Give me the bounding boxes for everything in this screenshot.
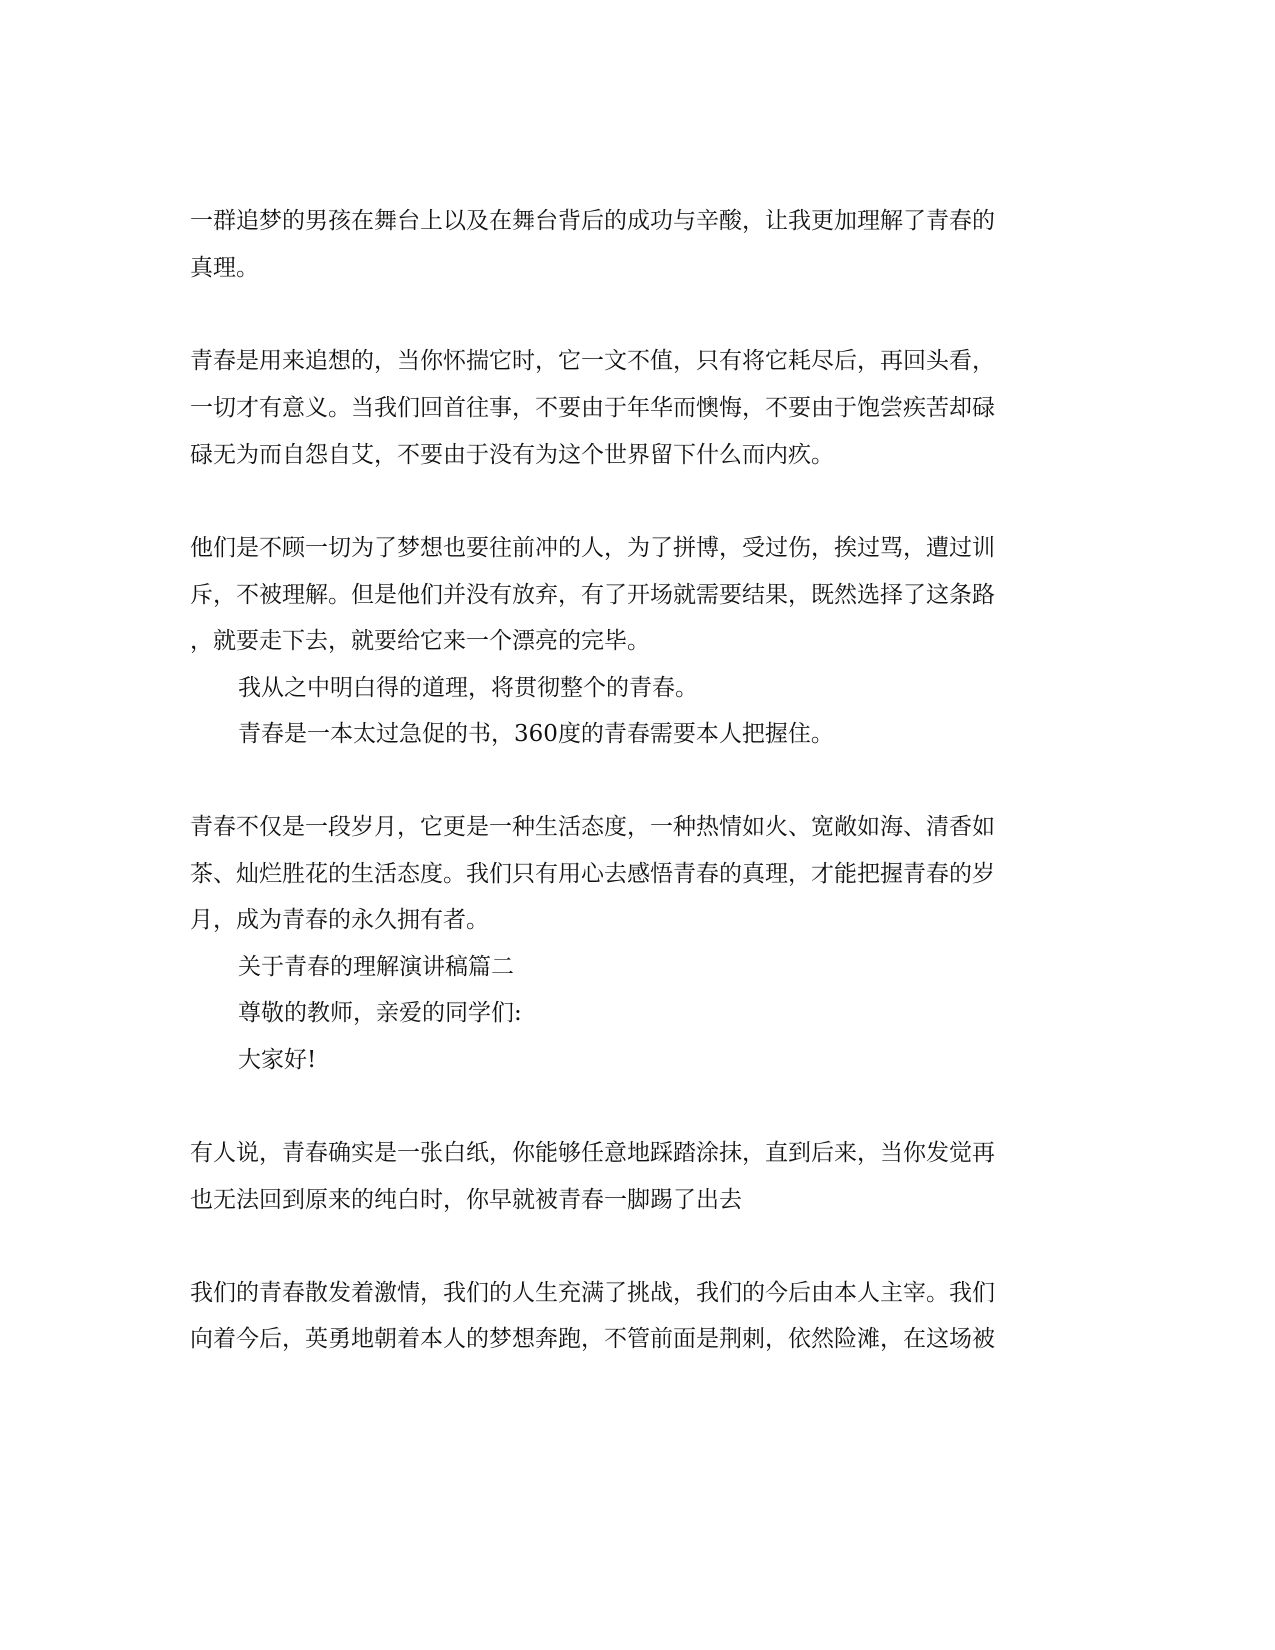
text-line: 他们是不顾一切为了梦想也要往前冲的人，为了拼博，受过伤，挨过骂，遭过训: [190, 535, 995, 561]
text-line: 青春不仅是一段岁月，它更是一种生活态度，一种热情如火、宽敞如海、清香如: [190, 814, 995, 840]
text-line: 青春是用来追想的，当你怀揣它时，它一文不值，只有将它耗尽后，再回头看，: [190, 348, 995, 374]
text-line: 茶、灿烂胜花的生活态度。我们只有用心去感悟青春的真理，才能把握青春的岁: [190, 861, 995, 887]
text-line: 真理。: [190, 255, 259, 281]
text-line: 我从之中明白得的道理，将贯彻整个的青春。: [238, 675, 698, 701]
text-line: 一切才有意义。当我们回首往事，不要由于年华而懊悔，不要由于饱尝疾苦却碌: [190, 395, 995, 421]
text-line: 也无法回到原来的纯白时，你早就被青春一脚踢了出去: [190, 1187, 742, 1213]
salutation: 尊敬的教师，亲爱的同学们:: [238, 1000, 522, 1026]
text-line: 有人说，青春确实是一张白纸，你能够任意地踩踏涂抹，直到后来，当你发觉再: [190, 1140, 995, 1166]
greeting: 大家好!: [238, 1047, 317, 1073]
text-line: 青春是一本太过急促的书，360度的青春需要本人把握住。: [238, 721, 834, 747]
text-line: 斥，不被理解。但是他们并没有放弃，有了开场就需要结果，既然选择了这条路: [190, 582, 995, 608]
text-line: 向着今后，英勇地朝着本人的梦想奔跑，不管前面是荆刺，依然险滩，在这场被: [190, 1326, 995, 1352]
text-line: ，就要走下去，就要给它来一个漂亮的完毕。: [190, 628, 650, 654]
text-line: 月，成为青春的永久拥有者。: [190, 907, 489, 933]
text-line: 碌无为而自怨自艾，不要由于没有为这个世界留下什么而内疚。: [190, 442, 834, 468]
text-line: 我们的青春散发着激情，我们的人生充满了挑战，我们的今后由本人主宰。我们: [190, 1280, 995, 1306]
section-heading: 关于青春的理解演讲稿篇二: [238, 954, 514, 980]
text-line: 一群追梦的男孩在舞台上以及在舞台背后的成功与辛酸，让我更加理解了青春的: [190, 208, 995, 234]
